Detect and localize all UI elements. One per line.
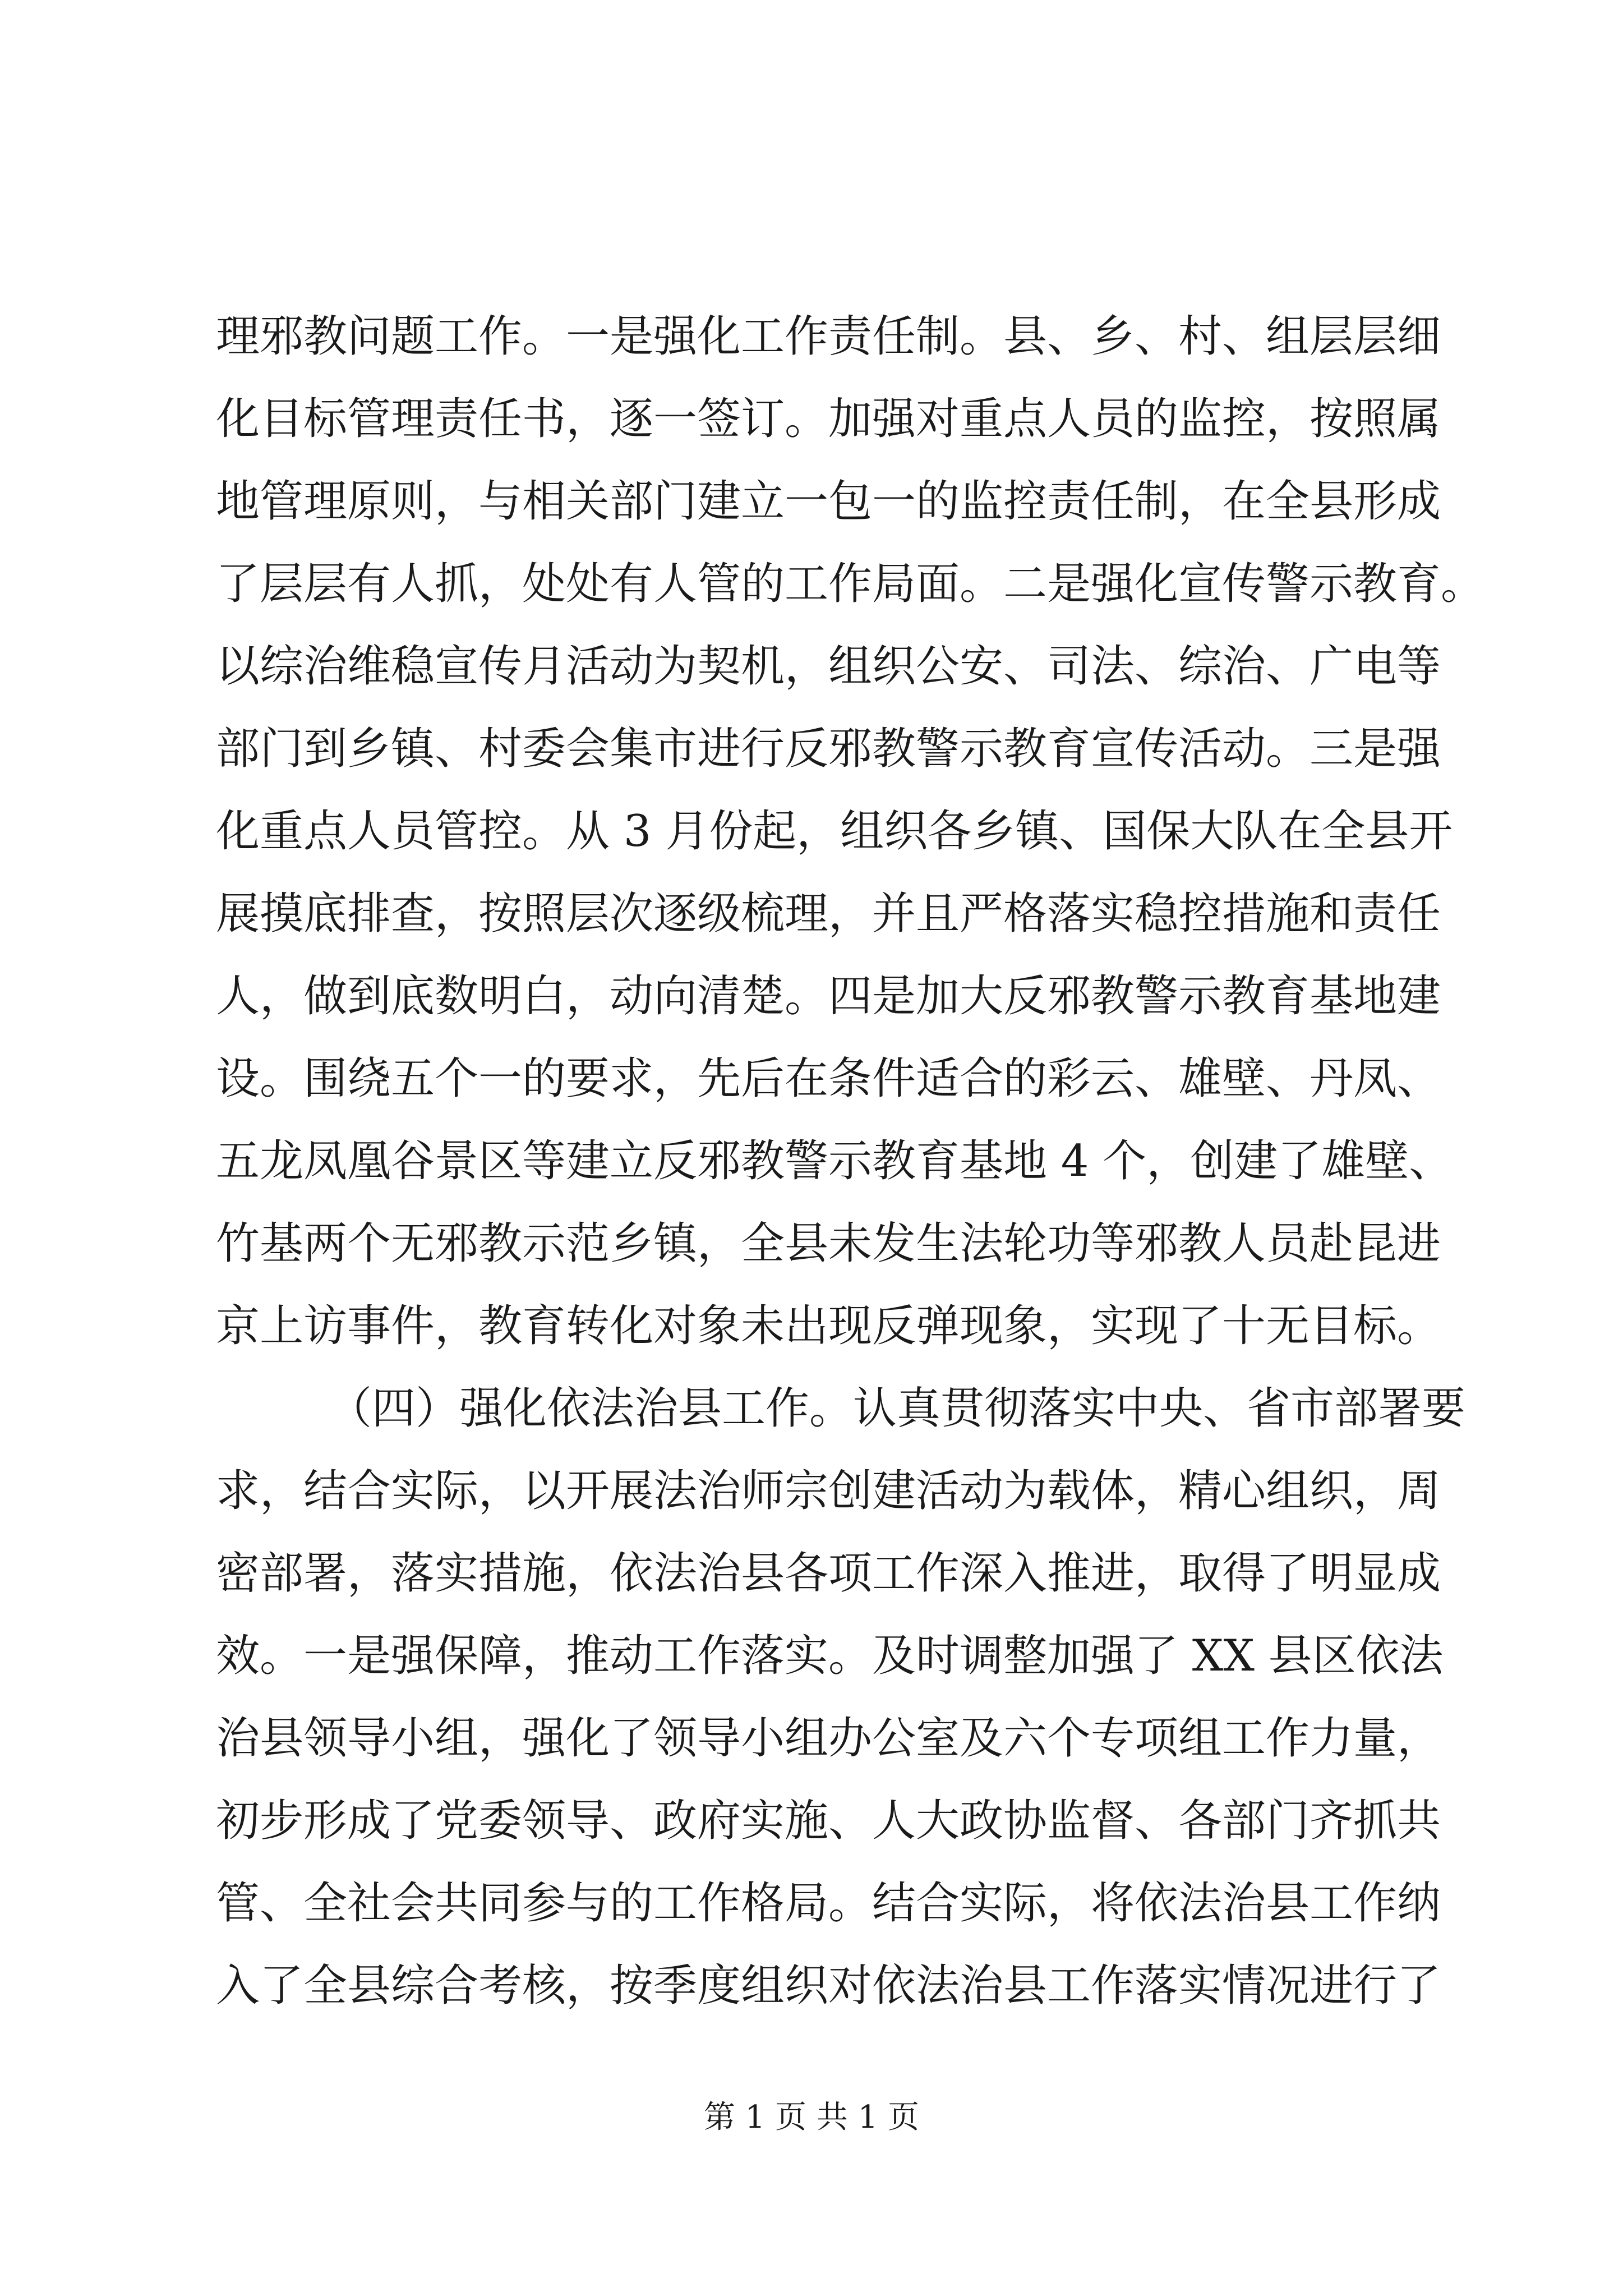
text-line: 以综治维稳宣传月活动为契机，组织公安、司法、综治、广电等 [216, 641, 1441, 692]
text-line: 效。一是强保障，推动工作落实。及时调整加强了 XX 县区依法 [216, 1631, 1444, 1681]
text-line: 地管理原则，与相关部门建立一包一的监控责任制，在全县形成 [216, 476, 1441, 527]
text-line: 了层层有人抓，处处有人管的工作局面。二是强化宣传警示教育。 [216, 559, 1485, 609]
text-line: 化目标管理责任书，逐一签订。加强对重点人员的监控，按照属 [216, 394, 1441, 444]
text-line: 五龙凤凰谷景区等建立反邪教警示教育基地 4 个，创建了雄壁、 [216, 1136, 1453, 1186]
text-line: 密部署，落实措施，依法治县各项工作深入推进，取得了明显成 [216, 1548, 1441, 1599]
text-line: 化重点人员管控。从 3 月份起，组织各乡镇、国保大队在全县开 [216, 806, 1453, 857]
text-line: 部门到乡镇、村委会集市进行反邪教警示教育宣传活动。三是强 [216, 724, 1441, 774]
text-line: 竹基两个无邪教示范乡镇，全县未发生法轮功等邪教人员赴昆进 [216, 1218, 1441, 1269]
text-line: 入了全县综合考核，按季度组织对依法治县工作落实情况进行了 [216, 1961, 1441, 2011]
text-line: 设。围绕五个一的要求，先后在条件适合的彩云、雄壁、丹凤、 [216, 1053, 1441, 1104]
text-line: 管、全社会共同参与的工作格局。结合实际，将依法治县工作纳 [216, 1878, 1441, 1929]
text-line-paragraph-start: （四）强化依法治县工作。认真贯彻落实中央、省市部署要 [328, 1383, 1466, 1434]
text-line: 展摸底排查，按照层次逐级梳理，并且严格落实稳控措施和责任 [216, 889, 1441, 939]
text-line: 人，做到底数明白，动向清楚。四是加大反邪教警示教育基地建 [216, 971, 1441, 1022]
page-footer: 第 1 页 共 1 页 [703, 2099, 920, 2136]
text-line: 理邪教问题工作。一是强化工作责任制。县、乡、村、组层层细 [216, 311, 1441, 362]
text-line: 治县领导小组，强化了领导小组办公室及六个专项组工作力量， [216, 1713, 1441, 1764]
text-line: 京上访事件，教育转化对象未出现反弹现象，实现了十无目标。 [216, 1301, 1441, 1351]
text-line: 初步形成了党委领导、政府实施、人大政协监督、各部门齐抓共 [216, 1796, 1441, 1846]
text-line: 求，结合实际，以开展法治师宗创建活动为载体，精心组织，周 [216, 1466, 1441, 1516]
